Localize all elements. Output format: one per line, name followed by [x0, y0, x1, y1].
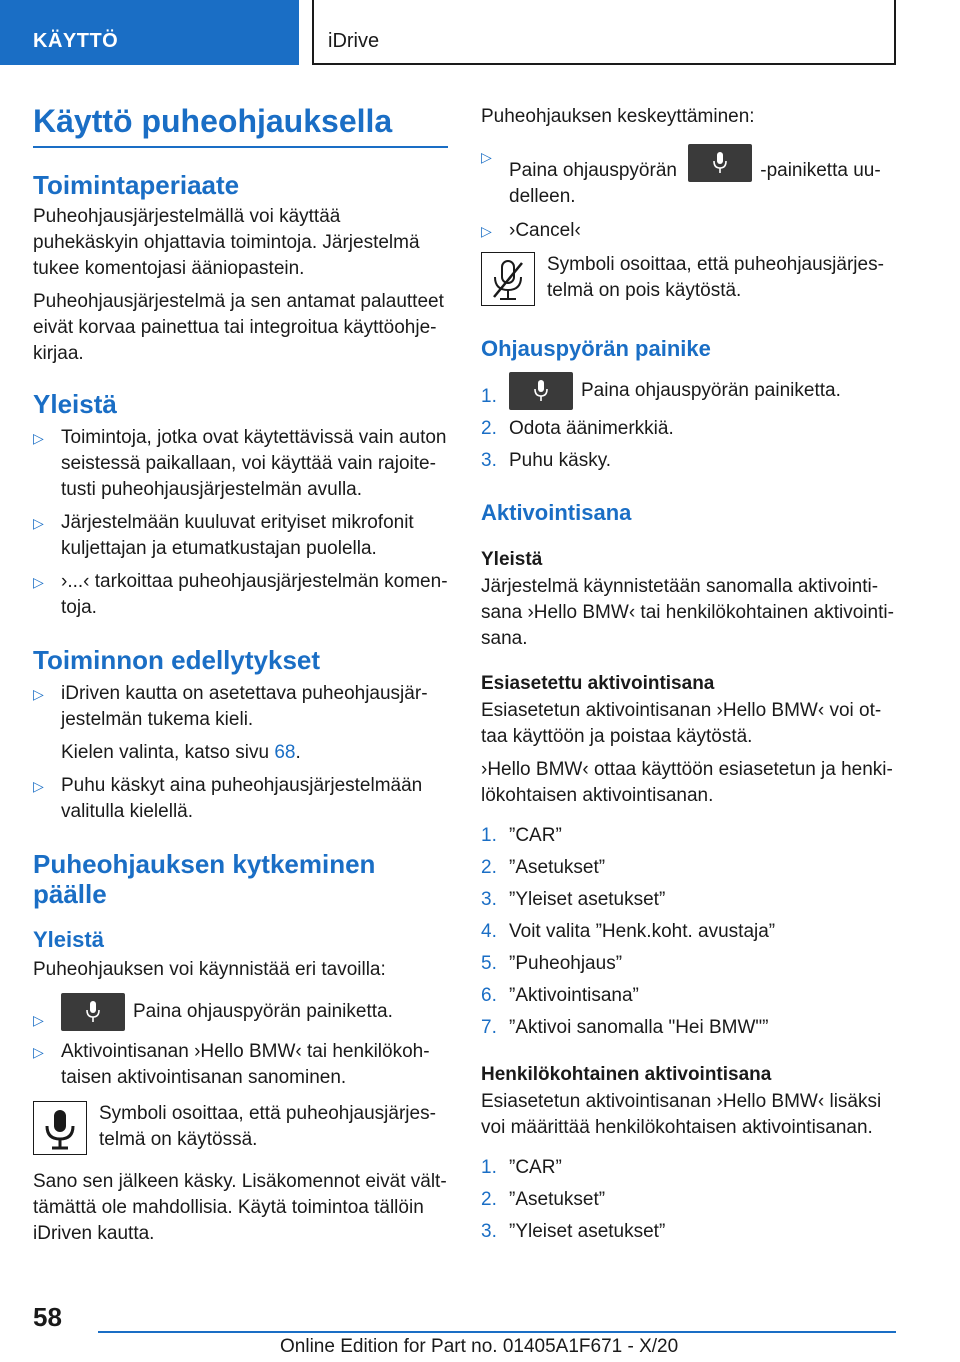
requirements-bullet-1: ▷ iDriven kautta on asetettava puheohjausjärjestelmän tukema kieli. Kielen valinta, katso sivu 68. [33, 681, 448, 766]
wheel-step-1: 1. Paina ohjauspyörän painiketta. [481, 372, 896, 410]
personal-paragraph: Esiasetetun aktivointisanan ›Hello BMW‹ lisäksi voi määrittää henkilökohtaisen aktivointisanan. [481, 1091, 882, 1139]
preset-heading: Esiasetettu aktivointisana [481, 673, 715, 695]
bullet-triangle-icon: ▷ [33, 515, 44, 531]
bullet-triangle-icon: ▷ [33, 778, 44, 794]
section-tab [0, 0, 299, 65]
personal-heading: Henkilökohtainen aktivointisana [481, 1064, 772, 1086]
voice-active-symbol-note: Symboli osoittaa, että puheohjausjärjestelmä on käytössä. [33, 1101, 448, 1155]
personal-step: 1. ”CAR” [481, 1157, 562, 1179]
preset-steps-list [481, 823, 896, 1041]
footer-text: Online Edition for Part no. 01405A1F671 - X/20 [280, 1336, 679, 1357]
chapter-title: iDrive [328, 30, 380, 52]
voice-button-icon [688, 144, 752, 182]
personal-step: 2. ”Asetukset” [481, 1189, 606, 1211]
cancel-bullet-2: ▷ ›Cancel‹ [481, 218, 896, 244]
left-column [33, 100, 448, 1247]
preset-step: 3. ”Yleiset asetukset” [481, 889, 666, 911]
general-bullet-3: ▷ ›...‹ tarkoittaa puheohjausjärjestelmän komentoja. [33, 571, 448, 618]
preset-paragraph-1: Esiasetetun aktivointisanan ›Hello BMW‹ voi ottaa käyttöön ja poistaa käytöstä. [481, 700, 882, 748]
voice-button-icon [509, 372, 573, 410]
preset-step: 6. ”Aktivointisana” [481, 985, 639, 1007]
principle-paragraph-2: Puheohjausjärjestelmä ja sen antamat palautteet eivät korvaa painettua tai integroitua käyttöohjekirjaa. [33, 291, 444, 364]
preset-step: 2. ”Asetukset” [481, 857, 606, 879]
activate-subheading: Yleistä [33, 927, 104, 952]
bullet-triangle-icon: ▷ [33, 574, 44, 590]
microphone-active-icon [33, 1101, 87, 1155]
activation-general-text: Järjestelmä käynnistetään sanomalla aktivointisana ›Hello BMW‹ tai henkilökohtainen aktivointisana. [481, 576, 894, 650]
bullet-triangle-icon: ▷ [33, 430, 44, 446]
cancel-intro: Puheohjauksen keskeyttäminen: [481, 106, 755, 127]
activate-intro: Puheohjauksen voi käynnistää eri tavoilla: [33, 959, 386, 980]
preset-step: 7. ”Aktivoi sanomalla "Hei BMW"” [481, 1017, 769, 1039]
bullet-triangle-icon: ▷ [481, 149, 492, 165]
right-column [481, 104, 896, 1245]
microphone-off-icon [481, 252, 535, 306]
language-reference: Kielen valinta, katso sivu 68. [61, 742, 301, 763]
wheel-step-3: 3. Puhu käsky. [481, 450, 612, 472]
chapter-tab [312, 0, 896, 65]
personal-step: 3. ”Yleiset asetukset” [481, 1221, 666, 1243]
general-heading: Yleistä [33, 389, 117, 419]
section-title: KÄYTTÖ [33, 30, 119, 52]
page-link[interactable]: 68 [274, 742, 296, 763]
page-title: Käyttö puheohjauksella [33, 100, 448, 148]
principle-heading: Toimintaperiaate [33, 170, 240, 200]
bullet-triangle-icon: ▷ [33, 1044, 44, 1061]
general-bullet-2: ▷ Järjestelmään kuuluvat erityiset mikrofonit kuljettajan ja etumatkustajan puolella. [33, 512, 414, 559]
general-bullet-1: ▷ Toimintoja, jotka ovat käytettävissä vain auton seistessä paikallaan, voi käyttää vain rajoitetusti puheohjausjärjestelmän avulla. [33, 427, 447, 500]
wheel-step-2: 2. Odota äänimerkkiä. [481, 418, 674, 440]
requirements-bullet-2: ▷ Puhu käskyt aina puheohjausjärjestelmään valitulla kielellä. [33, 775, 423, 822]
preset-step: 5. ”Puheohjaus” [481, 953, 623, 975]
preset-step: 4. Voit valita ”Henk.koht. avustaja” [481, 921, 776, 943]
bullet-triangle-icon: ▷ [481, 223, 492, 239]
activation-general-heading: Yleistä [481, 549, 543, 571]
bullet-triangle-icon: ▷ [33, 686, 44, 702]
requirements-heading: Toiminnon edellytykset [33, 645, 321, 675]
preset-step: 1. ”CAR” [481, 825, 562, 847]
activate-bullet-2: ▷ Aktivointisanan ›Hello BMW‹ tai henkilökohtaisen aktivointisanan sanominen. [33, 1041, 430, 1089]
page-number: 58 [33, 1302, 62, 1332]
wheel-heading: Ohjauspyörän painike [481, 336, 711, 361]
voice-button-icon [61, 993, 125, 1031]
bullet-triangle-icon: ▷ [33, 1012, 44, 1028]
personal-steps-list [481, 1155, 896, 1245]
cancel-bullet-1: ▷ Paina ohjauspyörän -painiketta uudelleen. [481, 144, 896, 210]
activation-heading: Aktivointisana [481, 500, 632, 526]
activate-closing: Sano sen jälkeen käsky. Lisäkomennot eivät välttämättä ole mahdollisia. Käytä toimintoa tällöin iDriven kautta. [33, 1171, 447, 1245]
activate-bullet-1: ▷ Paina ohjauspyörän painiketta. [33, 993, 448, 1031]
voice-inactive-symbol-note: Symboli osoittaa, että puheohjausjärjestelmä on pois käytöstä. [481, 252, 896, 306]
footer-divider [98, 1331, 896, 1333]
principle-paragraph-1: Puheohjausjärjestelmällä voi käyttää puhekäskyin ohjattavia toimintoja. Järjestelmä tukee komentojasi ääniopastein. [33, 206, 420, 279]
activate-heading: Puheohjauksen kytkeminen päälle [33, 849, 376, 909]
preset-paragraph-2: ›Hello BMW‹ ottaa käyttöön esiasetetun ja henkilökohtaisen aktivointisanan. [481, 759, 893, 807]
